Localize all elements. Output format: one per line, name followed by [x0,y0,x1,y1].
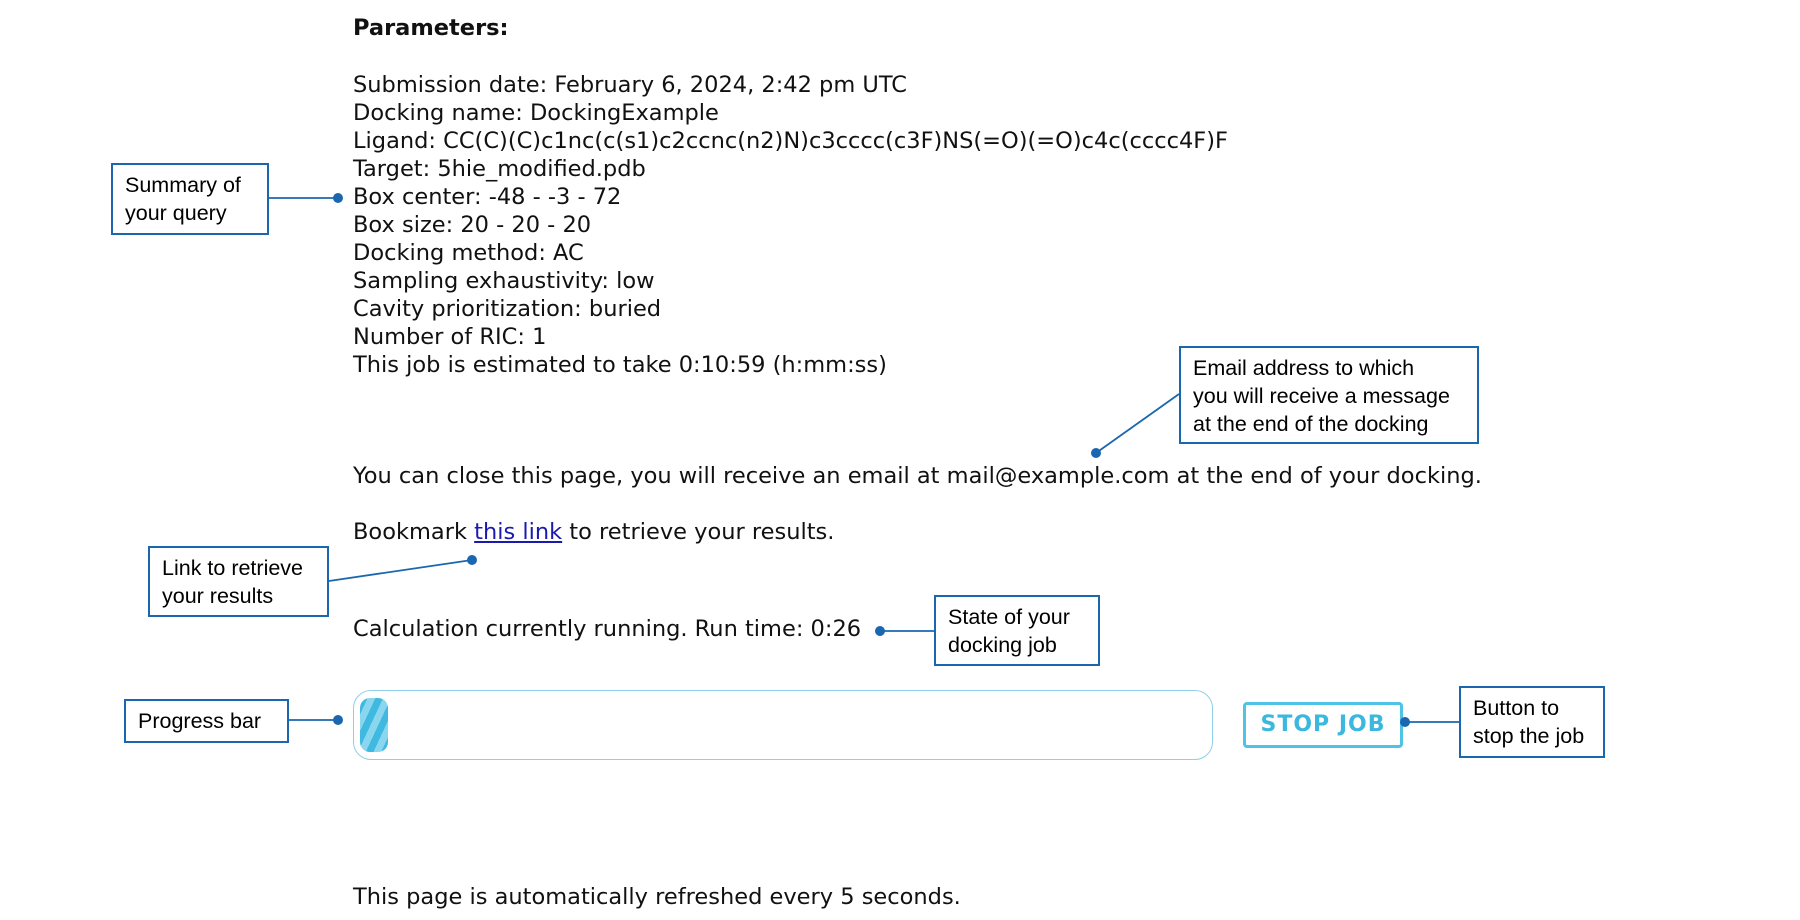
results-link[interactable]: this link [474,519,563,545]
connector-link-dot [467,555,477,565]
param-ric: Number of RIC: 1 [353,324,547,350]
connector-link [329,560,472,581]
parameters-heading: Parameters: [353,15,509,41]
progress-bar-fill [360,698,388,752]
param-sampling: Sampling exhaustivity: low [353,268,655,294]
param-ligand: Ligand: CC(C)(C)c1nc(c(s1)c2ccnc(n2)N)c3cccc(c3F)NS(=O)(=O)c4c(cccc4F)F [353,128,1228,154]
param-docking-method: Docking method: AC [353,240,584,266]
refresh-note: This page is automatically refreshed every 5 seconds. [353,884,961,910]
callout-stop-line: stop the job [1473,724,1585,748]
param-submission-date: Submission date: February 6, 2024, 2:42 pm UTC [353,72,908,98]
progress-bar [353,690,1213,760]
email-notice: You can close this page, you will receive an email at mail@example.com at the end of your docking. [353,463,1482,489]
param-target: Target: 5hie_modified.pdb [353,156,646,182]
connector-progress-dot [333,715,343,725]
bookmark-suffix: to retrieve your results. [562,519,835,545]
connector-email [1096,394,1179,453]
param-box-center: Box center: -48 - -3 - 72 [353,184,622,210]
callout-email-line: Email address to which [1193,356,1415,380]
callout-summary-line: Summary of [125,173,241,197]
callout-stop-line: Button to [1473,696,1560,720]
callout-email-line: at the end of the docking [1193,412,1429,436]
job-status-text: Calculation currently running. Run time: 0:26 [353,616,862,642]
callout-link-line: your results [162,584,274,608]
callout-state-line: State of your [948,605,1070,629]
connector-email-dot [1091,448,1101,458]
callout-state [934,595,1100,666]
bookmark-sentence [353,518,834,546]
callout-summary-line: your query [125,201,227,225]
callout-progress-line: Progress bar [138,709,262,733]
connector-state-dot [875,626,885,636]
callout-link-line: Link to retrieve [162,556,304,580]
callout-email-line: you will receive a message [1193,384,1450,408]
param-estimate: This job is estimated to take 0:10:59 (h:mm:ss) [353,352,887,378]
param-docking-name: Docking name: DockingExample [353,100,719,126]
callout-progress [124,699,289,743]
callout-link [148,546,329,617]
param-box-size: Box size: 20 - 20 - 20 [353,212,592,238]
connector-summary-dot [333,193,343,203]
callout-stop [1459,686,1605,758]
bookmark-prefix: Bookmark [353,519,475,545]
stop-job-button[interactable]: STOP JOB [1243,702,1403,748]
callout-summary [111,163,269,235]
callout-email [1179,346,1479,444]
callout-state-line: docking job [948,633,1057,657]
param-cavity: Cavity prioritization: buried [353,296,662,322]
